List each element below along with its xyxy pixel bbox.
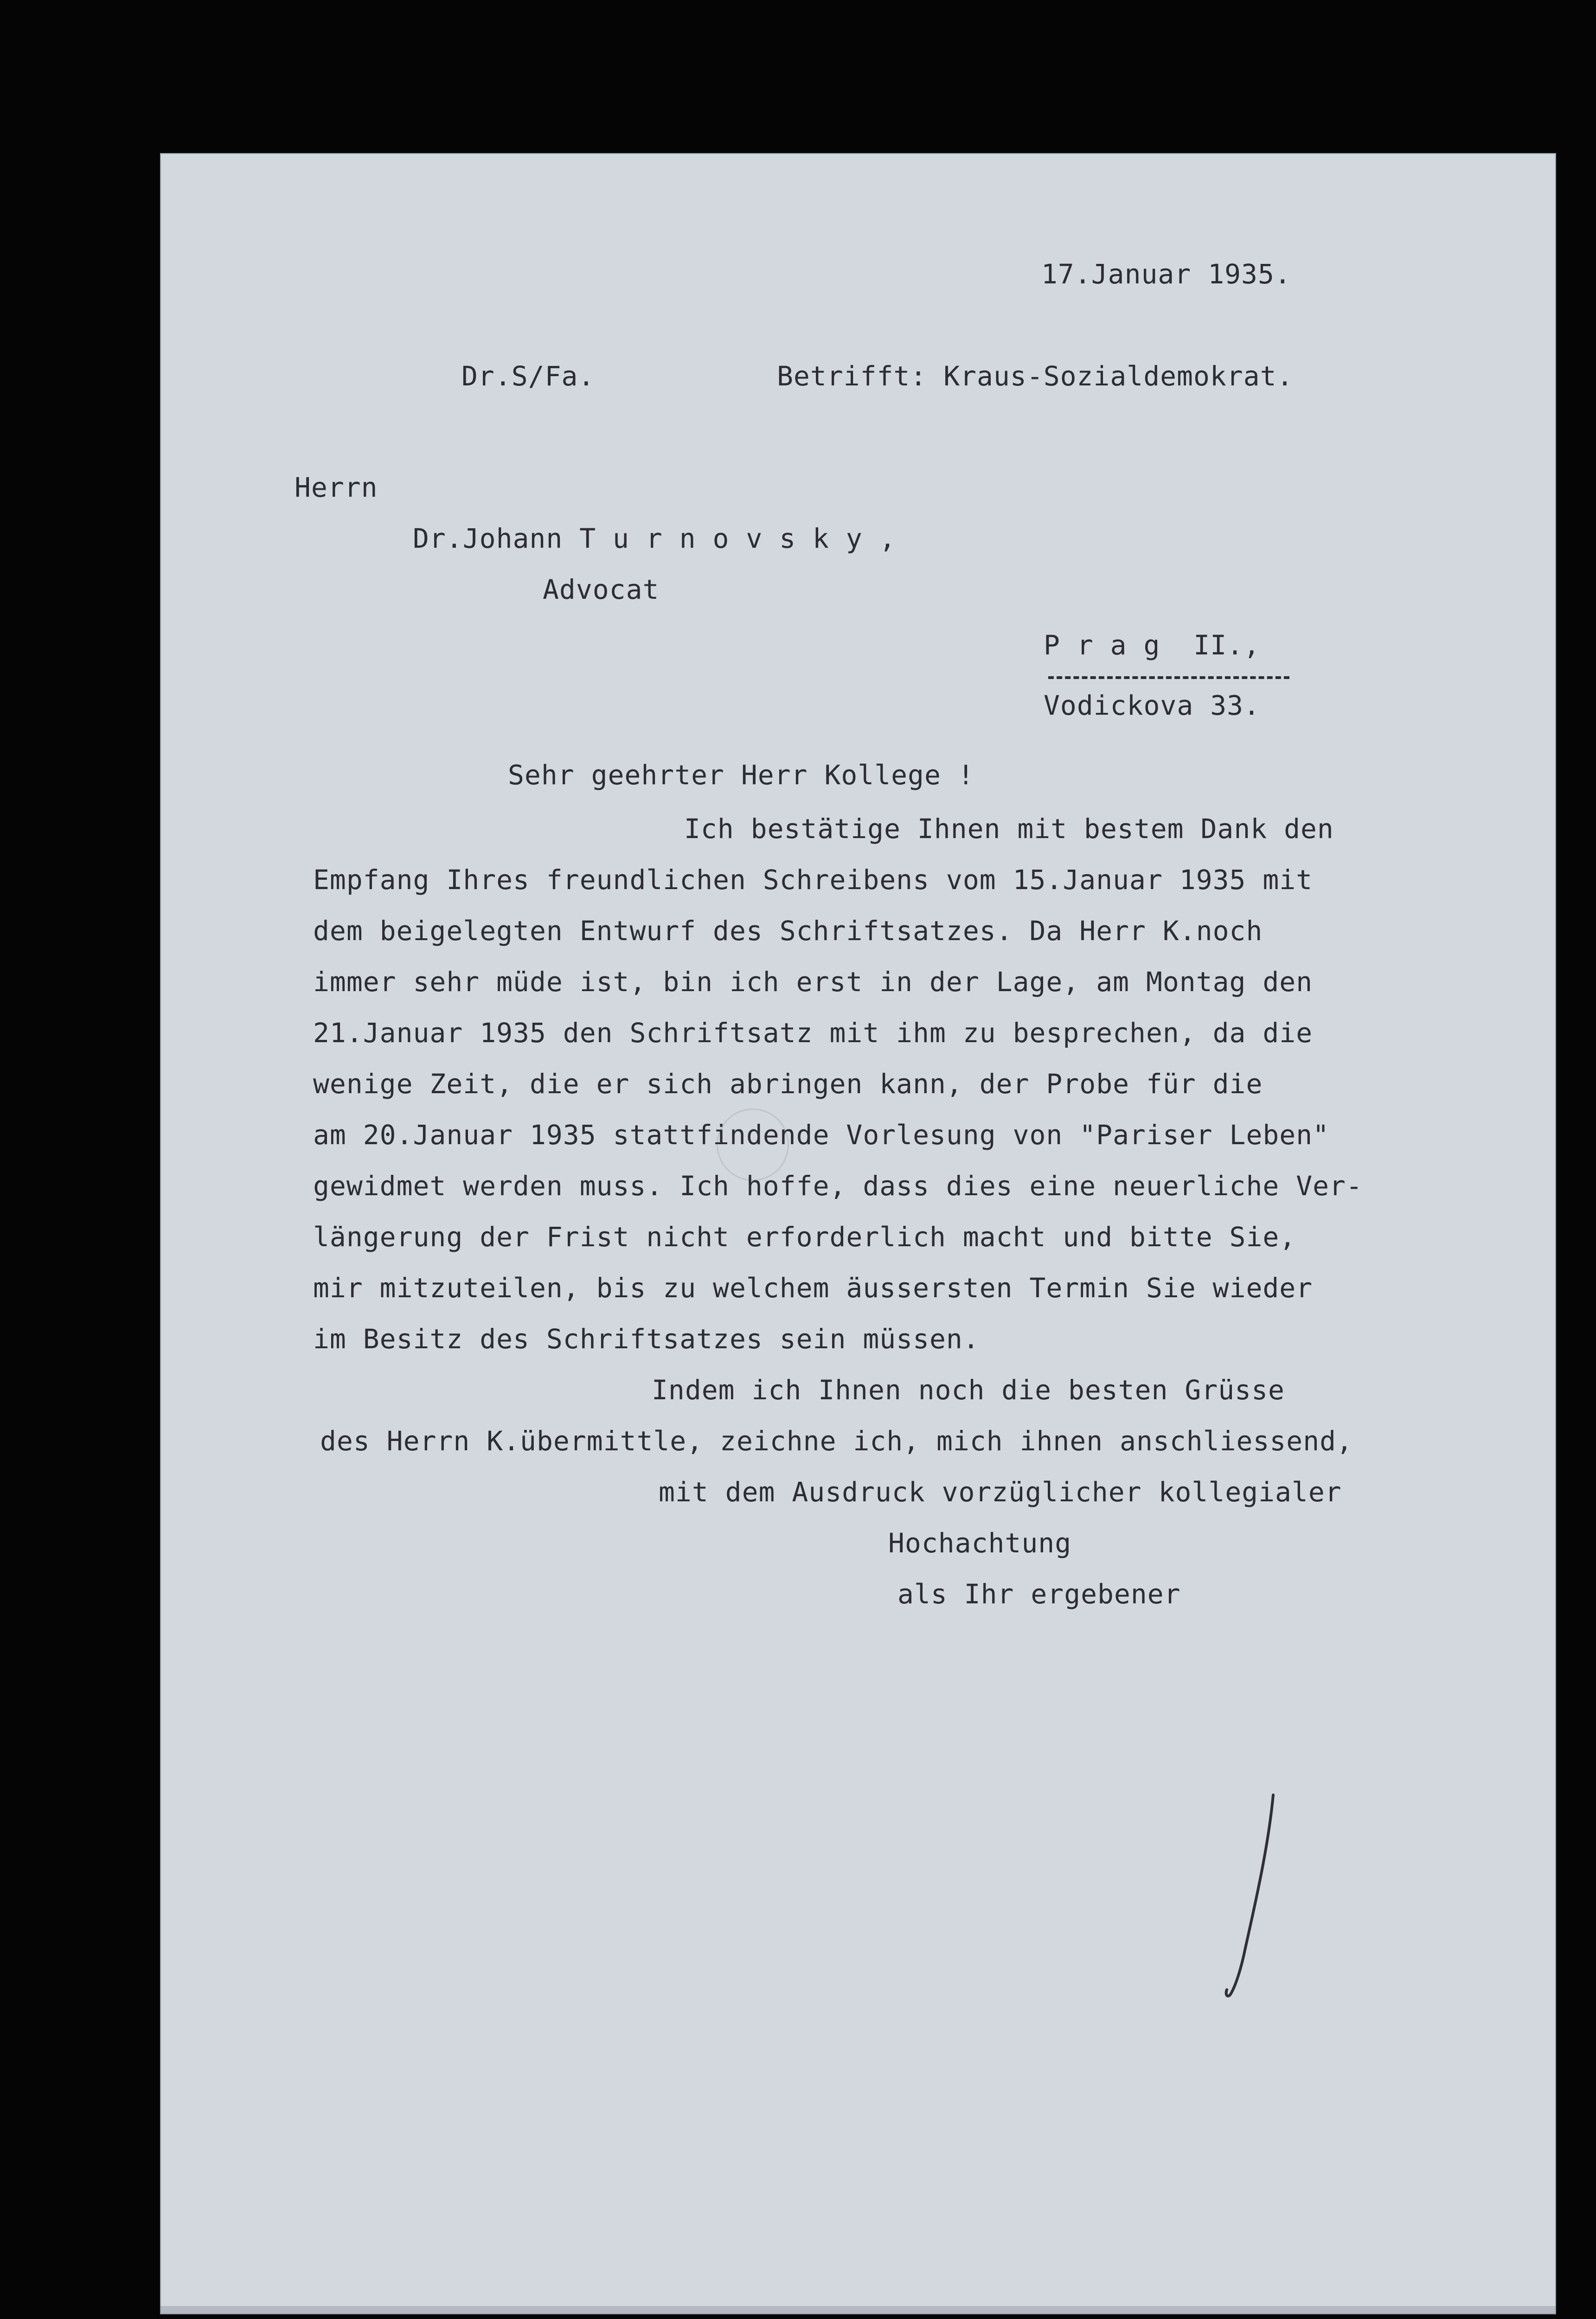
body-line: Ich bestätige Ihnen mit bestem Dank den <box>684 813 1334 845</box>
recipient-city: P r a g II., <box>1044 629 1260 661</box>
signature-mark <box>1204 1790 1315 2004</box>
recipient-title: Advocat <box>543 574 660 605</box>
city-underline <box>1048 676 1289 679</box>
recipient-street: Vodickova 33. <box>1044 690 1260 721</box>
signoff: als Ihr ergebener <box>897 1578 1181 1610</box>
body-line: mir mitzuteilen, bis zu welchem äussersten Termin Sie wieder <box>313 1272 1313 1304</box>
body-line: Empfang Ihres freundlichen Schreibens vom 15.Januar 1935 mit <box>313 864 1313 896</box>
body-line: längerung der Frist nicht erforderlich macht und bitte Sie, <box>313 1221 1296 1253</box>
closing-line: mit dem Ausdruck vorzüglicher kollegialer <box>659 1476 1342 1508</box>
body-line: am 20.Januar 1935 stattfindende Vorlesung von "Pariser Leben" <box>313 1119 1330 1151</box>
subject-line: Betrifft: Kraus-Sozialdemokrat. <box>777 360 1294 392</box>
letter-page <box>160 153 1556 2314</box>
letter-date: 17.Januar 1935. <box>1041 258 1291 290</box>
greeting: Sehr geehrter Herr Kollege ! <box>508 759 974 791</box>
body-line: im Besitz des Schriftsatzes sein müssen. <box>313 1323 980 1355</box>
closing-line: des Herrn K.übermittle, zeichne ich, mich ihnen anschliessend, <box>320 1425 1353 1457</box>
recipient-name: Dr.Johann T u r n o v s k y , <box>413 523 896 554</box>
reference-code: Dr.S/Fa. <box>461 360 595 392</box>
hochachtung: Hochachtung <box>888 1527 1072 1559</box>
body-line: dem beigelegten Entwurf des Schriftsatzes. Da Herr K.noch <box>313 915 1263 947</box>
body-line: wenige Zeit, die er sich abringen kann, der Probe für die <box>313 1068 1263 1100</box>
closing-line: Indem ich Ihnen noch die besten Grüsse <box>652 1374 1285 1406</box>
body-line: gewidmet werden muss. Ich hoffe, dass dies eine neuerliche Ver- <box>313 1170 1363 1202</box>
recipient-salutation: Herrn <box>295 472 378 503</box>
body-line: immer sehr müde ist, bin ich erst in der Lage, am Montag den <box>313 966 1313 998</box>
body-line: 21.Januar 1935 den Schriftsatz mit ihm zu besprechen, da die <box>313 1017 1313 1049</box>
